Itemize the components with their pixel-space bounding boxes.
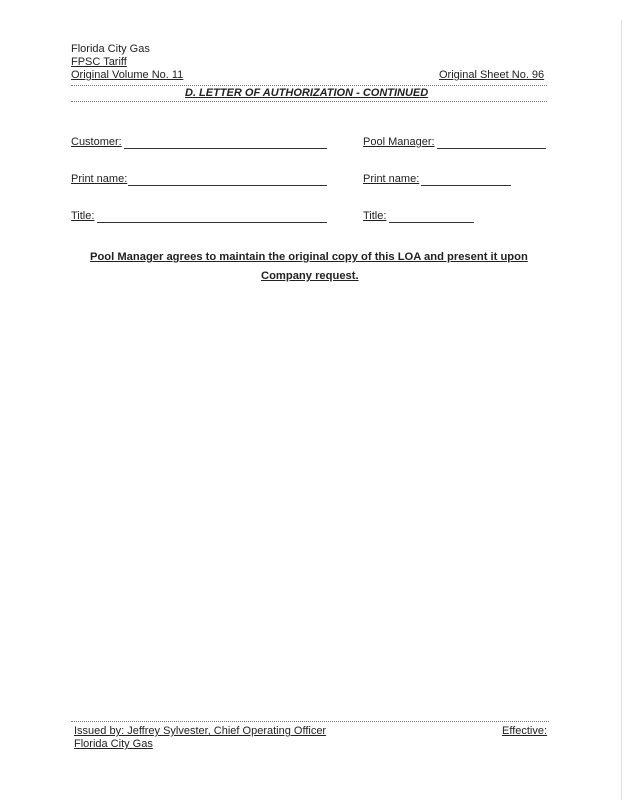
print-name-line-right — [421, 185, 511, 186]
customer-label: Customer: — [71, 136, 122, 148]
title-label-left: Title: — [71, 210, 95, 222]
footer-company: Florida City Gas — [74, 738, 153, 750]
print-name-line-left — [128, 185, 327, 186]
header-volume: Original Volume No. 11 — [71, 69, 184, 81]
header-divider — [71, 85, 547, 86]
title-label-right: Title: — [363, 210, 387, 222]
footer-effective: Effective: — [502, 725, 548, 737]
customer-signature-line — [124, 148, 327, 149]
pool-manager-signature-line — [437, 148, 546, 149]
section-title: D. LETTER OF AUTHORIZATION - CONTINUED — [185, 87, 429, 99]
title-divider — [71, 101, 547, 102]
title-line-left — [97, 222, 327, 223]
print-name-label-right: Print name: — [363, 173, 420, 185]
notice-line-2: Company request. — [261, 270, 359, 282]
header-sheet: Original Sheet No. 96 — [439, 69, 545, 81]
header-tariff: FPSC Tariff — [71, 56, 127, 68]
pool-manager-label: Pool Manager: — [363, 136, 435, 148]
title-line-right — [389, 222, 474, 223]
footer-issued-by: Issued by: Jeffrey Sylvester, Chief Operating Officer — [74, 725, 327, 737]
header-company: Florida City Gas — [71, 43, 150, 55]
scan-edge — [621, 20, 622, 800]
print-name-label-left: Print name: — [71, 173, 128, 185]
footer-divider — [71, 721, 549, 722]
notice-line-1: Pool Manager agrees to maintain the original copy of this LOA and present it upon — [90, 251, 528, 263]
